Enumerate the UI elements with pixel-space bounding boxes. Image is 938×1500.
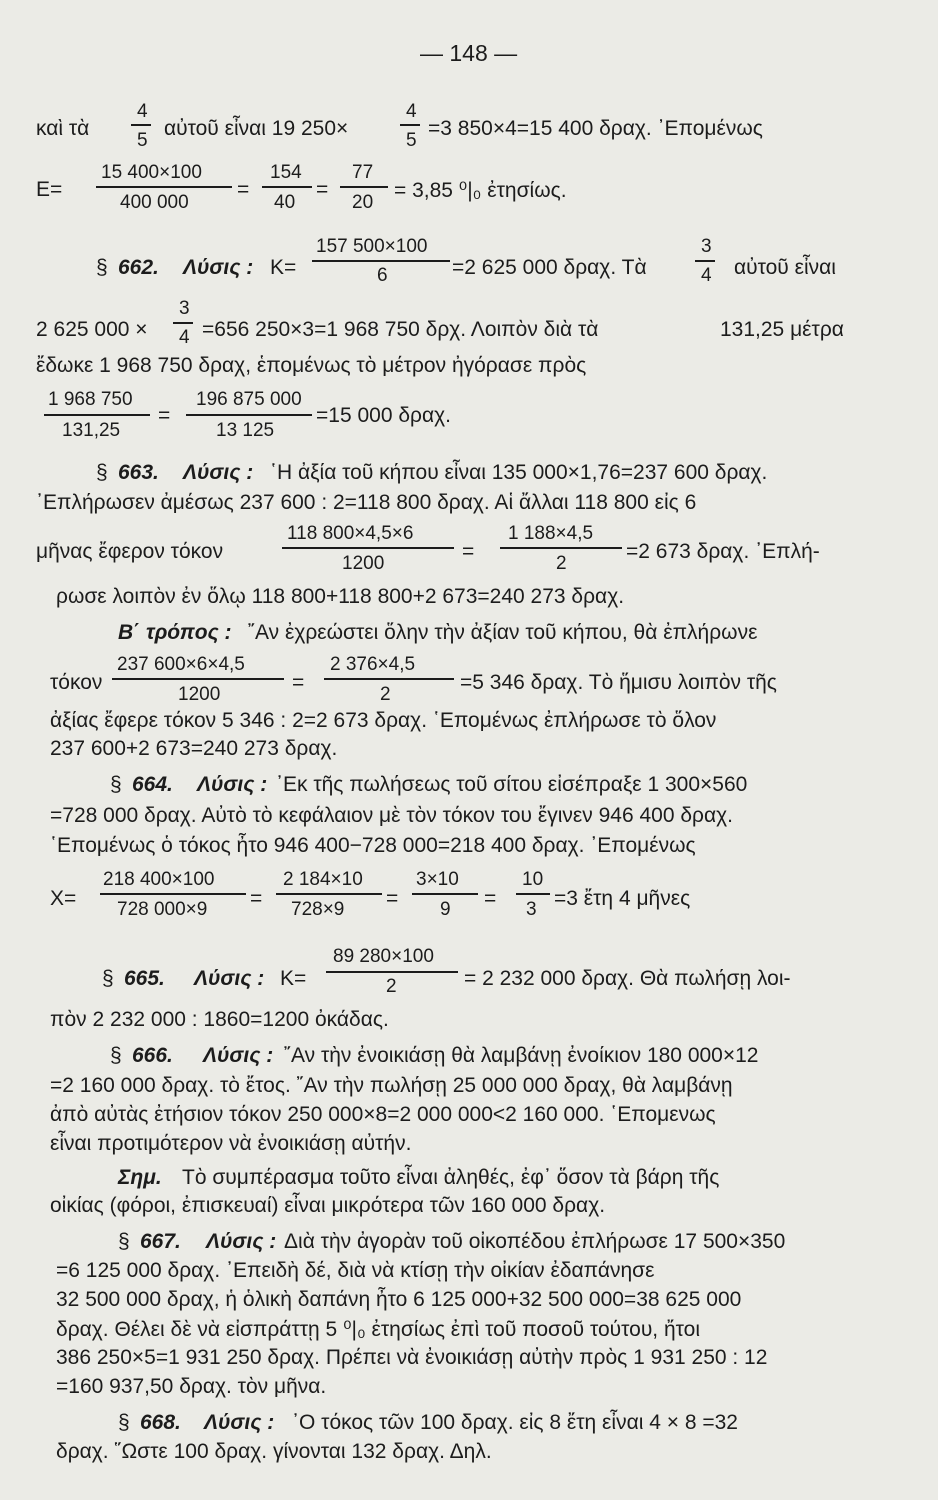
fraction-denominator: 5 [137, 130, 148, 151]
section-sign: § [102, 967, 114, 990]
solution-label: Λύσις : [204, 1411, 275, 1434]
note-label: Σημ. [118, 1166, 162, 1189]
text: Κ= [280, 967, 307, 990]
section-sign: § [110, 773, 122, 796]
line-34: δραχ. ῞Ωστε 100 δραχ. γίνονται 132 δραχ. Δηλ. [56, 1440, 492, 1463]
fraction-numerator: 1 188×4,5 [508, 523, 594, 544]
section-number: 665. [124, 967, 165, 990]
fraction-denominator: 6 [377, 265, 388, 286]
section-number: 663. [118, 461, 159, 484]
fraction-numerator: 3×10 [416, 869, 459, 890]
text: καὶ τὰ [36, 117, 90, 140]
fraction-numerator: 157 500×100 [316, 236, 428, 257]
text: ῎Αν τὴν ἐνοικιάσῃ θὰ λαμβάνῃ ἐνοίκιον 180 000×12 [284, 1044, 759, 1067]
text: = [316, 178, 329, 201]
fraction-denominator: 13 125 [216, 420, 275, 441]
text: = [250, 887, 263, 910]
fraction-numerator: 237 600×6×4,5 [117, 654, 245, 675]
text: ῎Αν ἐχρεώστει ὅλην τὴν ἀξίαν τοῦ κήπου, θὰ ἐπλήρωνε [248, 621, 758, 644]
fraction-numerator: 77 [352, 162, 374, 183]
solution-label: Λύσις : [183, 461, 254, 484]
section-sign: § [118, 1411, 130, 1434]
text: = 2 232 000 δραχ. Θὰ πωλήσῃ λοι- [464, 967, 791, 990]
fraction-bar [324, 678, 454, 680]
section-sign: § [110, 1044, 122, 1067]
fraction-denominator: 4 [701, 265, 712, 286]
fraction-bar [282, 547, 454, 549]
fraction-numerator: 89 280×100 [333, 946, 434, 967]
line-17: ῾Επομένως ὁ τόκος ἦτο 946 400−728 000=218 400 δραχ. ᾽Επομένως [50, 834, 696, 857]
fraction-bar [100, 893, 246, 895]
text: =2 625 000 δραχ. Τὰ [452, 256, 647, 279]
line-30: δραχ. Θέλει δὲ νὰ εἰσπράττῃ 5 ⁰|₀ ἐτησίως ἐπὶ τοῦ ποσοῦ τούτου, ἤτοι [56, 1318, 700, 1341]
fraction-bar [112, 678, 284, 680]
fraction-numerator: 4 [137, 101, 148, 122]
fraction-denominator: 2 [556, 553, 567, 574]
text: Χ= [50, 887, 77, 910]
fraction-numerator: 218 400×100 [103, 869, 215, 890]
line-10: ρωσε λοιπὸν ἐν ὅλῳ 118 800+118 800+2 673=240 273 δραχ. [56, 585, 625, 608]
line-31: 386 250×5=1 931 250 δραχ. Πρέπει νὰ ἐνοικιάσῃ αὐτὴν πρὸς 1 931 250 : 12 [56, 1346, 768, 1369]
text: = [237, 178, 250, 201]
line-22: =2 160 000 δραχ. τὸ ἔτος. ῎Αν τὴν πωλήσῃ 25 000 000 δραχ, θὰ λαμβάνῃ [50, 1074, 733, 1097]
text: αὐτοῦ εἶναι 19 250× [164, 117, 349, 140]
fraction-numerator: 15 400×100 [101, 162, 202, 183]
text: =15 000 δραχ. [316, 404, 451, 427]
text: =5 346 δραχ. Τὸ ἥμισυ λοιπὸν τῆς [460, 671, 777, 694]
section-number: 664. [132, 773, 173, 796]
text: = 3,85 ⁰|₀ ἐτησίως. [394, 179, 567, 202]
fraction-bar [326, 971, 458, 973]
fraction-denominator: 20 [352, 192, 374, 213]
fraction-bar [186, 414, 312, 416]
fraction-denominator: 4 [179, 327, 190, 348]
method-label: Β΄ τρόπος : [118, 621, 232, 644]
fraction-bar [312, 260, 450, 262]
fraction-numerator: 4 [406, 101, 417, 122]
text: =656 250×3=1 968 750 δρχ. Λοιπὸν διὰ τὰ [202, 318, 599, 341]
text: 2 625 000 × [36, 318, 148, 341]
fraction-bar [340, 186, 388, 188]
line-32: =160 937,50 δραχ. τὸν μῆνα. [56, 1375, 327, 1398]
fraction-bar [173, 322, 193, 324]
section-sign: § [96, 461, 108, 484]
fraction-bar [500, 547, 622, 549]
text: =3 850×4=15 400 δραχ. ᾽Επομένως [428, 117, 763, 140]
fraction-bar [276, 893, 382, 895]
text: ᾽Εκ τῆς πωλήσεως τοῦ σίτου εἰσέπραξε 1 300×560 [276, 773, 748, 796]
text: Κ= [270, 256, 297, 279]
text: ᾽Ο τόκος τῶν 100 δραχ. εἰς 8 ἔτη εἶναι 4 × 8 =32 [292, 1411, 738, 1434]
fraction-denominator: 40 [274, 192, 296, 213]
line-13: ἀξίας ἔφερε τόκον 5 346 : 2=2 673 δραχ. ῾Επομένως ἐπλήρωσε τὸ ὅλον [50, 709, 717, 732]
section-number: 666. [132, 1044, 173, 1067]
text: μῆνας ἔφερον τόκον [36, 540, 224, 563]
fraction-denominator: 131,25 [62, 420, 121, 441]
line-23: ἀπὸ αὐτὰς ἐτήσιον τόκον 250 000×8=2 000 000<2 160 000. ῾Επομενως [50, 1103, 716, 1126]
solution-label: Λύσις : [194, 967, 265, 990]
line-24: εἶναι προτιμότερον νὰ ἐνοικιάσῃ αὐτήν. [50, 1132, 412, 1155]
solution-label: Λύσις : [183, 256, 254, 279]
text: ῾Η ἀξία τοῦ κήπου εἶναι 135 000×1,76=237 600 δραχ. [270, 461, 768, 484]
fraction-numerator: 1 968 750 [48, 389, 133, 410]
line-14: 237 600+2 673=240 273 δραχ. [50, 737, 338, 760]
text: 131,25 μέτρα [720, 318, 844, 341]
text: = [484, 887, 497, 910]
text: =3 ἔτη 4 μῆνες [554, 887, 691, 910]
fraction-denominator: 1200 [178, 684, 221, 705]
text: =2 673 δραχ. ᾽Επλή- [626, 540, 820, 563]
section-number: 662. [118, 256, 159, 279]
fraction-denominator: 9 [440, 899, 451, 920]
fraction-numerator: 3 [179, 298, 190, 319]
text: = [292, 671, 305, 694]
page-number: — 148 — [420, 40, 518, 66]
fraction-bar [516, 893, 550, 895]
fraction-numerator: 2 184×10 [283, 869, 363, 890]
line-5: ἔδωκε 1 968 750 δραχ, ἑπομένως τὸ μέτρον ἠγόρασε πρὸς [36, 354, 587, 377]
line-20: πὸν 2 232 000 : 1860=1200 ὀκάδας. [50, 1008, 389, 1031]
line-26: οἰκίας (φόροι, ἐπισκευαί) εἶναι μικρότερα τῶν 160 000 δραχ. [50, 1194, 606, 1217]
section-number: 668. [140, 1411, 181, 1434]
text: Τὸ συμπέρασμα τοῦτο εἶναι ἀληθές, ἐφ᾽ ὅσον τὰ βάρη τῆς [182, 1166, 720, 1189]
section-sign: § [96, 256, 108, 279]
fraction-numerator: 10 [522, 869, 544, 890]
line-29: 32 500 000 δραχ, ἡ ὁλικὴ δαπάνη ἦτο 6 125 000+32 500 000=38 625 000 [56, 1288, 742, 1311]
fraction-bar [96, 186, 232, 188]
line-8: ᾽Επλήρωσεν ἀμέσως 237 600 : 2=118 800 δραχ. Αἱ ἄλλαι 118 800 εἰς 6 [36, 491, 697, 514]
fraction-denominator: 1200 [342, 553, 385, 574]
fraction-bar [44, 414, 150, 416]
solution-label: Λύσις : [203, 1044, 274, 1067]
text: = [462, 540, 475, 563]
fraction-numerator: 118 800×4,5×6 [287, 523, 414, 544]
fraction-denominator: 2 [386, 976, 397, 997]
fraction-denominator: 2 [380, 684, 391, 705]
fraction-numerator: 196 875 000 [196, 389, 302, 410]
text: Διὰ τὴν ἀγορὰν τοῦ οἰκοπέδου ἐπλήρωσε 17 500×350 [284, 1230, 786, 1253]
line-16: =728 000 δραχ. Αὐτὸ τὸ κεφάλαιον μὲ τὸν τόκον του ἔγινεν 946 400 δραχ. [50, 804, 733, 827]
text: Ε= [36, 178, 63, 201]
fraction-bar [131, 124, 151, 126]
fraction-numerator: 154 [270, 162, 302, 183]
fraction-denominator: 728 000×9 [117, 899, 208, 920]
text: = [386, 887, 399, 910]
solution-label: Λύσις : [206, 1230, 277, 1253]
fraction-numerator: 3 [701, 236, 712, 257]
fraction-bar [412, 893, 478, 895]
fraction-bar [400, 124, 420, 126]
fraction-bar [262, 186, 312, 188]
fraction-denominator: 5 [406, 130, 417, 151]
solution-label: Λύσις : [197, 773, 268, 796]
section-sign: § [118, 1230, 130, 1253]
fraction-denominator: 728×9 [291, 899, 345, 920]
fraction-denominator: 400 000 [120, 192, 189, 213]
text: = [158, 404, 171, 427]
section-number: 667. [140, 1230, 181, 1253]
fraction-bar [695, 260, 715, 262]
text: τόκον [50, 671, 103, 694]
text: αὐτοῦ εἶναι [734, 256, 836, 279]
fraction-denominator: 3 [526, 899, 537, 920]
line-28: =6 125 000 δραχ. ᾽Επειδὴ δέ, διὰ νὰ κτίσῃ τὴν οἰκίαν ἐδαπάνησε [56, 1259, 655, 1282]
fraction-numerator: 2 376×4,5 [330, 654, 416, 675]
